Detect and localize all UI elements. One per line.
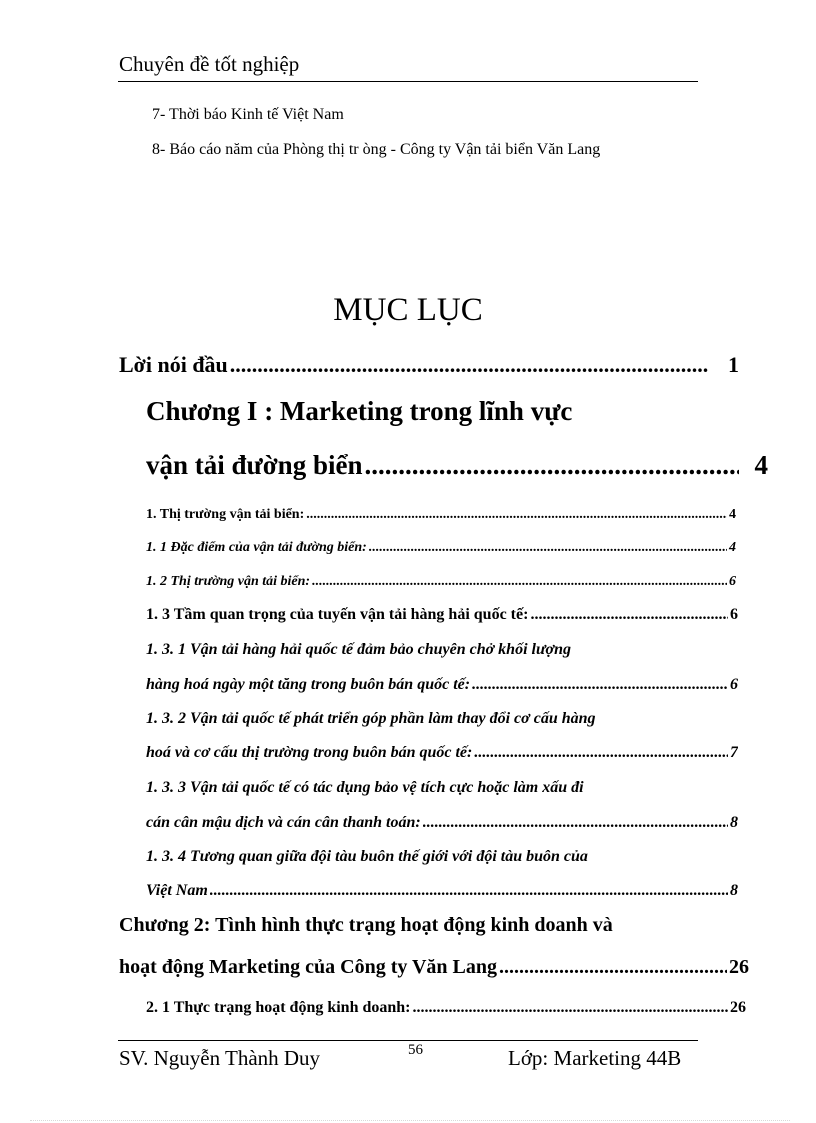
toc-entry-1-3-1[interactable]: [146, 676, 738, 694]
toc-leader: [210, 882, 728, 900]
toc-entry-page: 26: [729, 956, 749, 978]
toc-entry-chapter1[interactable]: [146, 450, 768, 481]
toc-1-3-4-line1[interactable]: 1. 3. 4 Tương quan giữa đội tàu buôn thế giới với đội tàu buôn của: [146, 848, 588, 865]
toc-leader: [499, 956, 727, 979]
toc-entry-label: 1. 3 Tầm quan trọng của tuyến vận tải hàng hải quốc tế:: [146, 606, 529, 623]
toc-entry-page: 6: [729, 574, 736, 589]
toc-entry-page: 26: [730, 999, 746, 1016]
toc-entry-label: hoá và cơ cấu thị trường trong buôn bán quốc tế:: [146, 744, 473, 761]
toc-entry-label: cán cân mậu dịch và cán cân thanh toán:: [146, 814, 421, 831]
toc-entry-label: hoạt động Marketing của Công ty Văn Lang: [119, 956, 498, 978]
toc-entry-label: 2. 1 Thực trạng hoạt động kinh doanh:: [146, 999, 411, 1016]
toc-entry-page: 4: [729, 540, 736, 555]
page-header-title: Chuyên đề tốt nghiệp: [119, 52, 300, 76]
header-divider: [118, 81, 698, 82]
toc-entry-chapter2[interactable]: [119, 956, 749, 979]
toc-entry-1-3-4[interactable]: [146, 882, 738, 900]
toc-entry-page: 8: [730, 814, 738, 831]
toc-entry-page: 4: [729, 507, 736, 522]
toc-leader: [230, 352, 708, 378]
toc-leader: [423, 814, 728, 832]
toc-entry-page: 6: [730, 676, 738, 693]
toc-entry-1-2[interactable]: [146, 574, 736, 590]
toc-leader: [312, 574, 727, 590]
toc-leader: [474, 744, 728, 762]
toc-entry-1[interactable]: [146, 507, 736, 523]
toc-chapter1-line1[interactable]: Chương I : Marketing trong lĩnh vực: [146, 396, 573, 426]
toc-entry-page: 4: [754, 450, 768, 480]
page-edge-dotted-line: [30, 1120, 790, 1121]
toc-leader: [530, 606, 728, 624]
toc-leader: [369, 540, 727, 556]
toc-entry-label: vận tải đường biển: [146, 450, 363, 480]
toc-chapter2-line1[interactable]: Chương 2: Tình hình thực trạng hoạt động kinh doanh và: [119, 914, 613, 936]
toc-entry-label: 1. 2 Thị trường vận tải biển:: [146, 574, 311, 589]
reference-item: 8- Báo cáo năm của Phòng thị tr òng - Công ty Vận tải biển Văn Lang: [152, 141, 601, 158]
toc-entry-label: Việt Nam: [146, 882, 208, 899]
toc-entry-label: 1. 1 Đặc điểm của vận tải đường biển:: [146, 540, 367, 555]
toc-entry-page: 8: [730, 882, 738, 899]
toc-entry-1-3-3[interactable]: [146, 814, 738, 832]
toc-1-3-3-line1[interactable]: 1. 3. 3 Vận tải quốc tế có tác dụng bảo vệ tích cực hoặc làm xấu đi: [146, 779, 584, 796]
toc-entry-page: 6: [730, 606, 738, 623]
toc-entry-label: hàng hoá ngày một tăng trong buôn bán quốc tế:: [146, 676, 471, 693]
footer-class: Lớp: Marketing 44B: [508, 1046, 682, 1070]
toc-leader: [472, 676, 728, 694]
toc-1-3-1-line1[interactable]: 1. 3. 1 Vận tải hàng hải quốc tế đảm bảo chuyên chở khối lượng: [146, 641, 572, 658]
footer-page-number: 56: [408, 1042, 423, 1058]
toc-leader: [413, 999, 729, 1017]
toc-entry-page: 1: [728, 352, 739, 377]
footer-student-name: SV. Nguyễn Thành Duy: [119, 1046, 321, 1070]
reference-item: 7- Thời báo Kinh tế Việt Nam: [152, 106, 344, 123]
toc-entry-1-3[interactable]: [146, 606, 738, 624]
toc-entry-1-1[interactable]: [146, 540, 736, 556]
toc-entry-1-3-2[interactable]: [146, 744, 738, 762]
toc-entry-page: 7: [730, 744, 738, 761]
footer-divider: [118, 1040, 698, 1041]
toc-entry-preface[interactable]: [119, 352, 739, 378]
toc-1-3-2-line1[interactable]: 1. 3. 2 Vận tải quốc tế phát triển góp phần làm thay đổi cơ cấu hàng: [146, 710, 596, 727]
toc-entry-2-1[interactable]: [146, 999, 746, 1017]
toc-leader: [364, 450, 738, 481]
toc-entry-label: 1. Thị trường vận tải biển:: [146, 507, 305, 522]
toc-leader: [306, 507, 727, 523]
toc-entry-label: Lời nói đầu: [119, 352, 228, 377]
toc-title: MỤC LỤC: [333, 292, 483, 328]
